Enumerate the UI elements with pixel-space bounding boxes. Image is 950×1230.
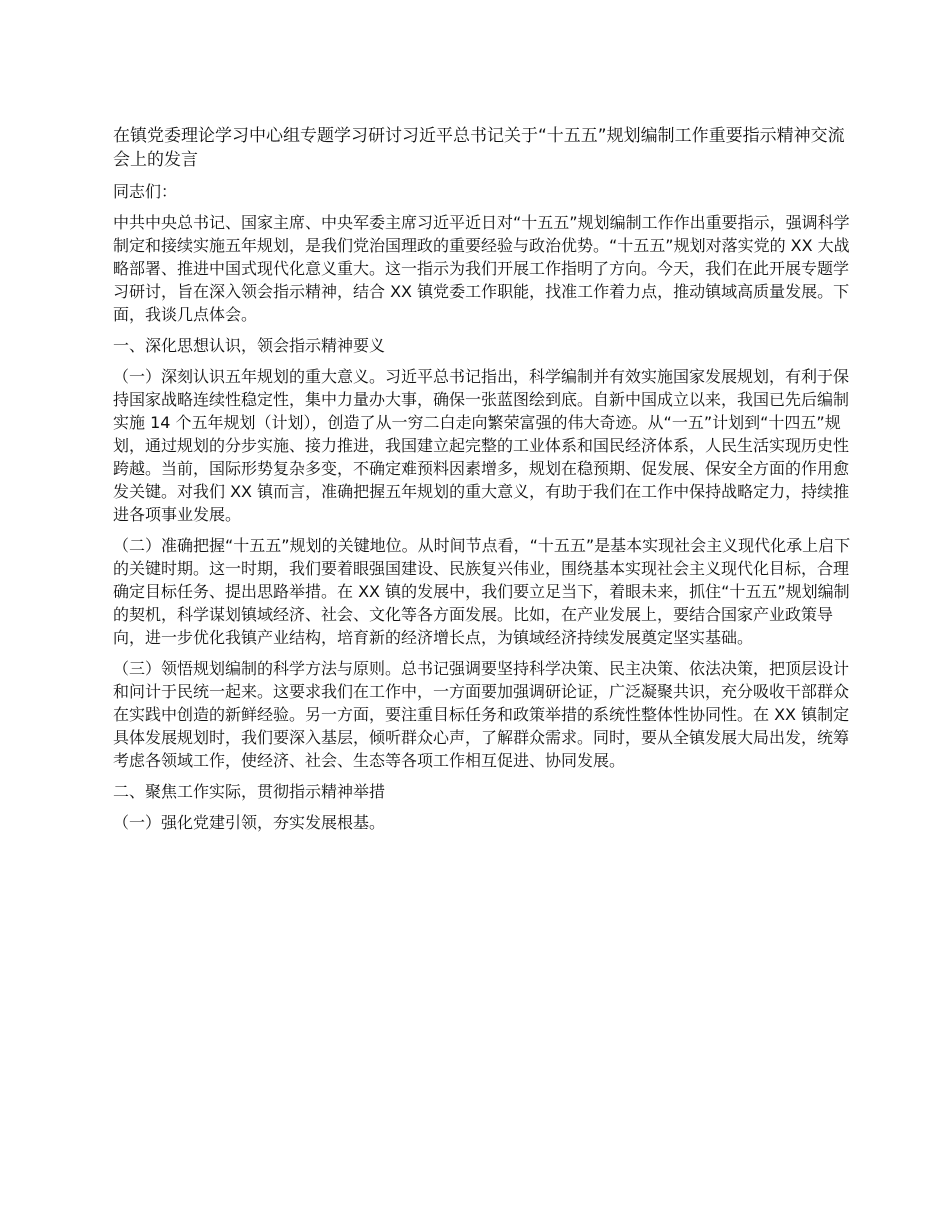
section-2-paragraph-1: （一）强化党建引领，夯实发展根基。 [113, 813, 386, 832]
section-2-heading: 二、聚焦工作实际，贯彻指示精神举措 [113, 782, 386, 801]
document-title: 在镇党委理论学习中心组专题学习研讨习近平总书记关于“十五五”规划编制工作重要指示精神交流会上的发言 [113, 126, 845, 170]
section-1-paragraph-2: （二）准确把握“十五五”规划的关键地位。从时间节点看，“十五五”是基本实现社会主义现代化承上启下的关键时期。这一时期，我们要着眼强国建设、民族复兴伟业，围绕基本实现社会主义现代化目标，合理确定目标任务、提出思路举措。在 XX 镇的发展中，我们要立足当下，着眼未来，抓住“十五五”规划编制的契机，科学谋划镇域经济、社会、文化等各方面发展。比如，在产业发展上，要结合国家产业政策导向，进一步优化我镇产业结构，培育新的经济增长点，为镇域经济持续发展奠定坚实基础。 [113, 536, 851, 647]
section-1-paragraph-1: （一）深刻认识五年规划的重大意义。习近平总书记指出，科学编制并有效实施国家发展规划，有利于保持国家战略连续性稳定性，集中力量办大事，确保一张蓝图绘到底。自新中国成立以来，我国已先后编制实施 14 个五年规划（计划），创造了从一穷二白走向繁荣富强的伟大奇迹。从“一五”计划到“十四五”规划，通过规划的分步实施、接力推进，我国建立起完整的工业体系和国民经济体系，人民生活实现历史性跨越。当前，国际形势复杂多变，不确定难预料因素增多，规划在稳预期、促发展、保安全方面的作用愈发关键。对我们 XX 镇而言，准确把握五年规划的重大意义，有助于我们在工作中保持战略定力，持续推进各项事业发展。 [113, 367, 850, 524]
section-1-paragraph-3: （三）领悟规划编制的科学方法与原则。总书记强调要坚持科学决策、民主决策、依法决策，把顶层设计和问计于民统一起来。这要求我们在工作中，一方面要加强调研论证，广泛凝聚共识，充分吸收干部群众在实践中创造的新鲜经验。另一方面，要注重目标任务和政策举措的系统性整体性协同性。在 XX 镇制定具体发展规划时，我们要深入基层，倾听群众心声，了解群众需求。同时，要从全镇发展大局出发，统筹考虑各领域工作，使经济、社会、生态等各项工作相互促进、协同发展。 [113, 659, 850, 770]
intro-paragraph: 中共中央总书记、国家主席、中央军委主席习近平近日对“十五五”规划编制工作作出重要指示，强调科学制定和接续实施五年规划，是我们党治国理政的重要经验与政治优势。“十五五”规划对落实党的 XX 大战略部署、推进中国式现代化意义重大。这一指示为我们开展工作指明了方向。今天，我们在此开展专题学习研讨，旨在深入领会指示精神，结合 XX 镇党委工作职能，找准工作着力点，推动镇域高质量发展。下面，我谈几点体会。 [113, 213, 850, 324]
section-1-heading: 一、深化思想认识，领会指示精神要义 [113, 336, 386, 355]
document-page [113, 124, 853, 842]
salutation: 同志们： [113, 182, 178, 201]
